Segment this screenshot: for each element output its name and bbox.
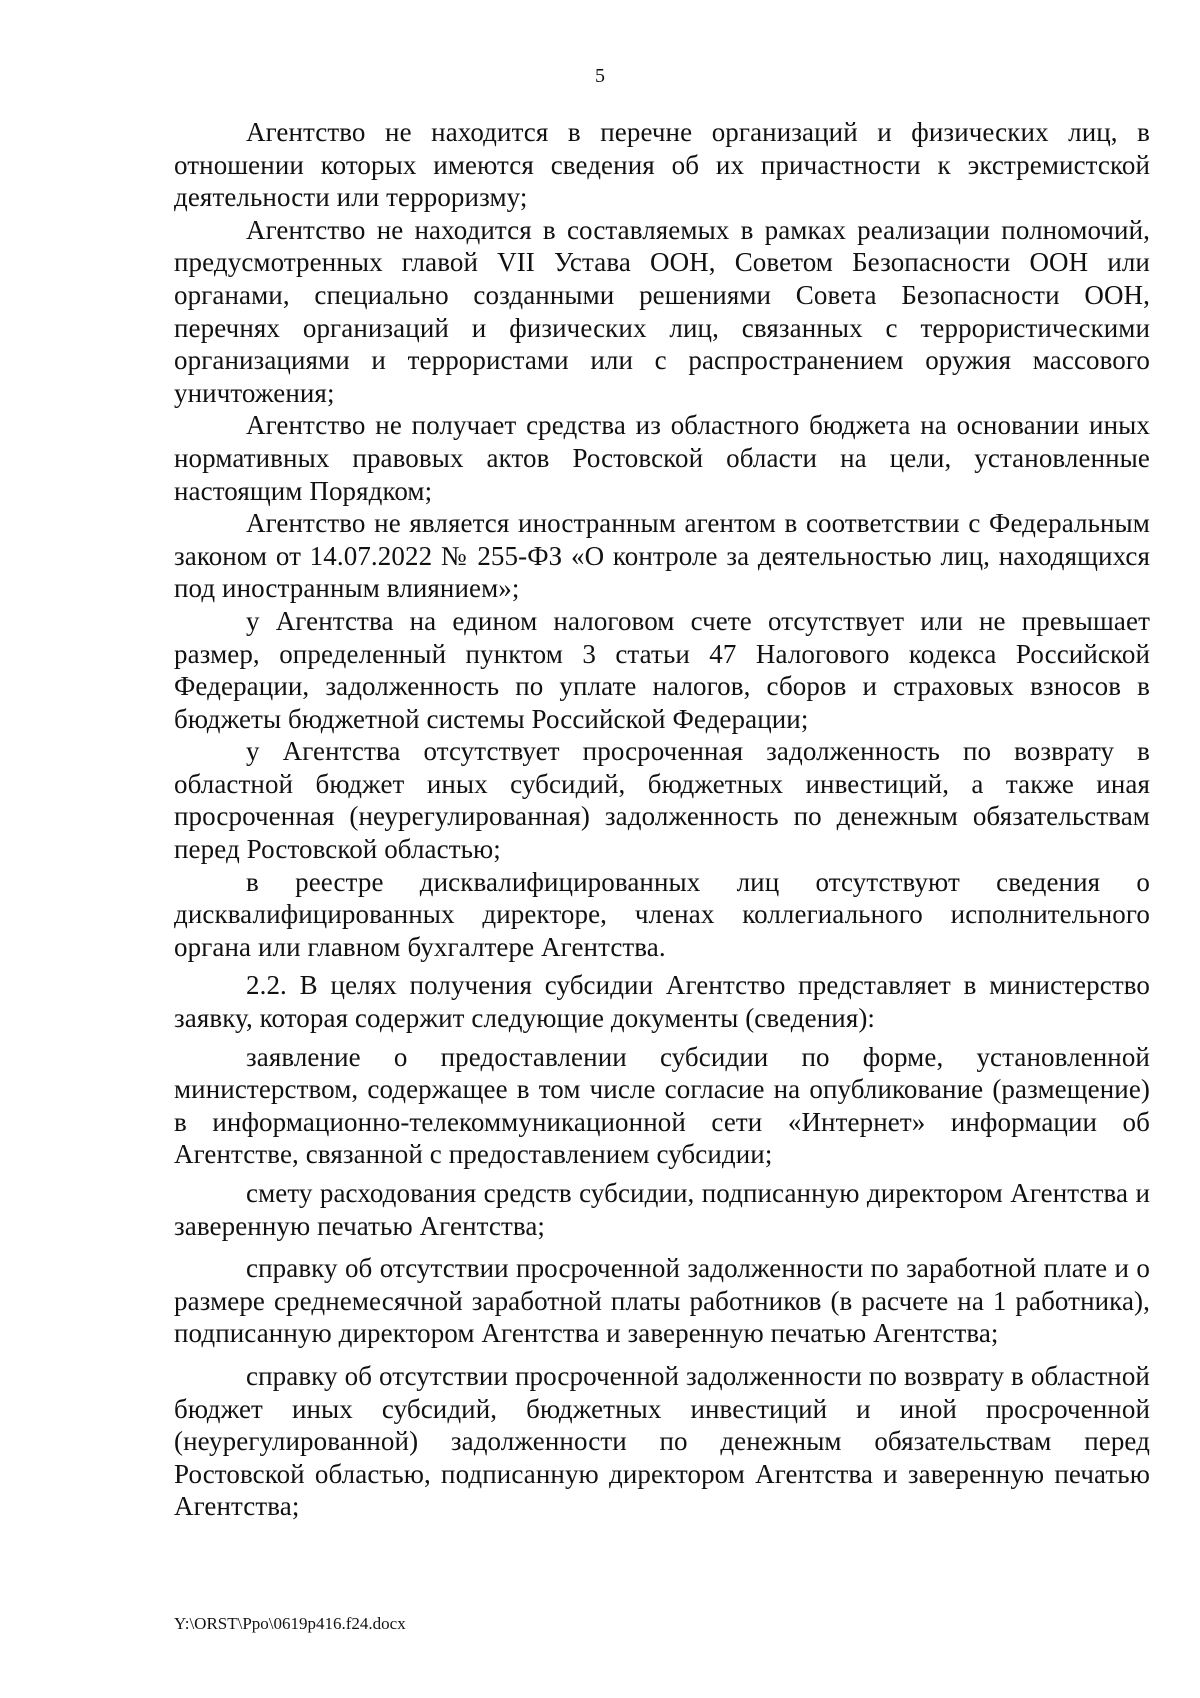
paragraph-extremism-list: Агентство не находится в перечне организаций и физических лиц, в отношении которых имеются сведения об их причастности к экстремистской деятельности или терроризму;: [174, 117, 1150, 213]
paragraph-un-sanctions-list: Агентство не находится в составляемых в рамках реализации полномочий, предусмотренных главой VII Устава ООН, Советом Безопасности ООН или органами, специально созданными решениями Совета Безопасности ООН, перечнях организаций и физических лиц, связанных с террористическими организациями и террористами или с распространением оружия массового уничтожения;: [174, 214, 1150, 408]
paragraph-disqualified-registry: в реестре дисквалифицированных лиц отсутствуют сведения о дисквалифицированных директоре, членах коллегиального исполнительного органа или главном бухгалтере Агентства.: [174, 866, 1150, 962]
page-number: 5: [595, 65, 605, 87]
document-body: [174, 116, 1150, 1523]
paragraph-application-statement: заявление о предоставлении субсидии по форме, установленной министерством, содержащее в том числе согласие на опубликование (размещение) в информационно-телекоммуникационной сети «Интернет» информации об Агентстве, связанной с предоставлением субсидии;: [174, 1041, 1150, 1170]
paragraph-no-other-funding: Агентство не получает средства из областного бюджета на основании иных нормативных правовых актов Ростовской области на цели, установленные настоящим Порядком;: [174, 410, 1150, 506]
paragraph-salary-certificate: справку об отсутствии просроченной задолженности по заработной плате и о размере среднемесячной заработной платы работников (в расчете на 1 работника), подписанную директором Агентства и заверенную печатью Агентства;: [174, 1253, 1150, 1349]
footer-file-path: Y:\ORST\Ppo\0619p416.f24.docx: [174, 1614, 406, 1633]
paragraph-debt-certificate: справку об отсутствии просроченной задолженности по возврату в областной бюджет иных субсидий, бюджетных инвестиций и иной просроченной (неурегулированной) задолженности по денежным обязательствам перед Ростовской областью, подписанную директором Агентства и заверенную печатью Агентства;: [174, 1360, 1150, 1522]
paragraph-section-2-2: 2.2. В целях получения субсидии Агентство представляет в министерство заявку, которая содержит следующие документы (сведения):: [174, 970, 1150, 1034]
paragraph-expense-estimate: смету расходования средств субсидии, подписанную директором Агентства и заверенную печатью Агентства;: [174, 1178, 1150, 1241]
paragraph-not-foreign-agent: Агентство не является иностранным агентом в соответствии с Федеральным законом от 14.07.2022 № 255-ФЗ «О контроле за деятельностью лиц, находящихся под иностранным влиянием»;: [174, 508, 1150, 604]
paragraph-overdue-debt: у Агентства отсутствует просроченная задолженность по возврату в областной бюджет иных субсидий, бюджетных инвестиций, а также иная просроченная (неурегулированная) задолженность по денежным обязательствам перед Ростовской областью;: [174, 736, 1150, 865]
paragraph-tax-debt: у Агентства на едином налоговом счете отсутствует или не превышает размер, определенный пунктом 3 статьи 47 Налогового кодекса Российской Федерации, задолженность по уплате налогов, сборов и страховых взносов в бюджеты бюджетной системы Российской Федерации;: [174, 605, 1150, 734]
